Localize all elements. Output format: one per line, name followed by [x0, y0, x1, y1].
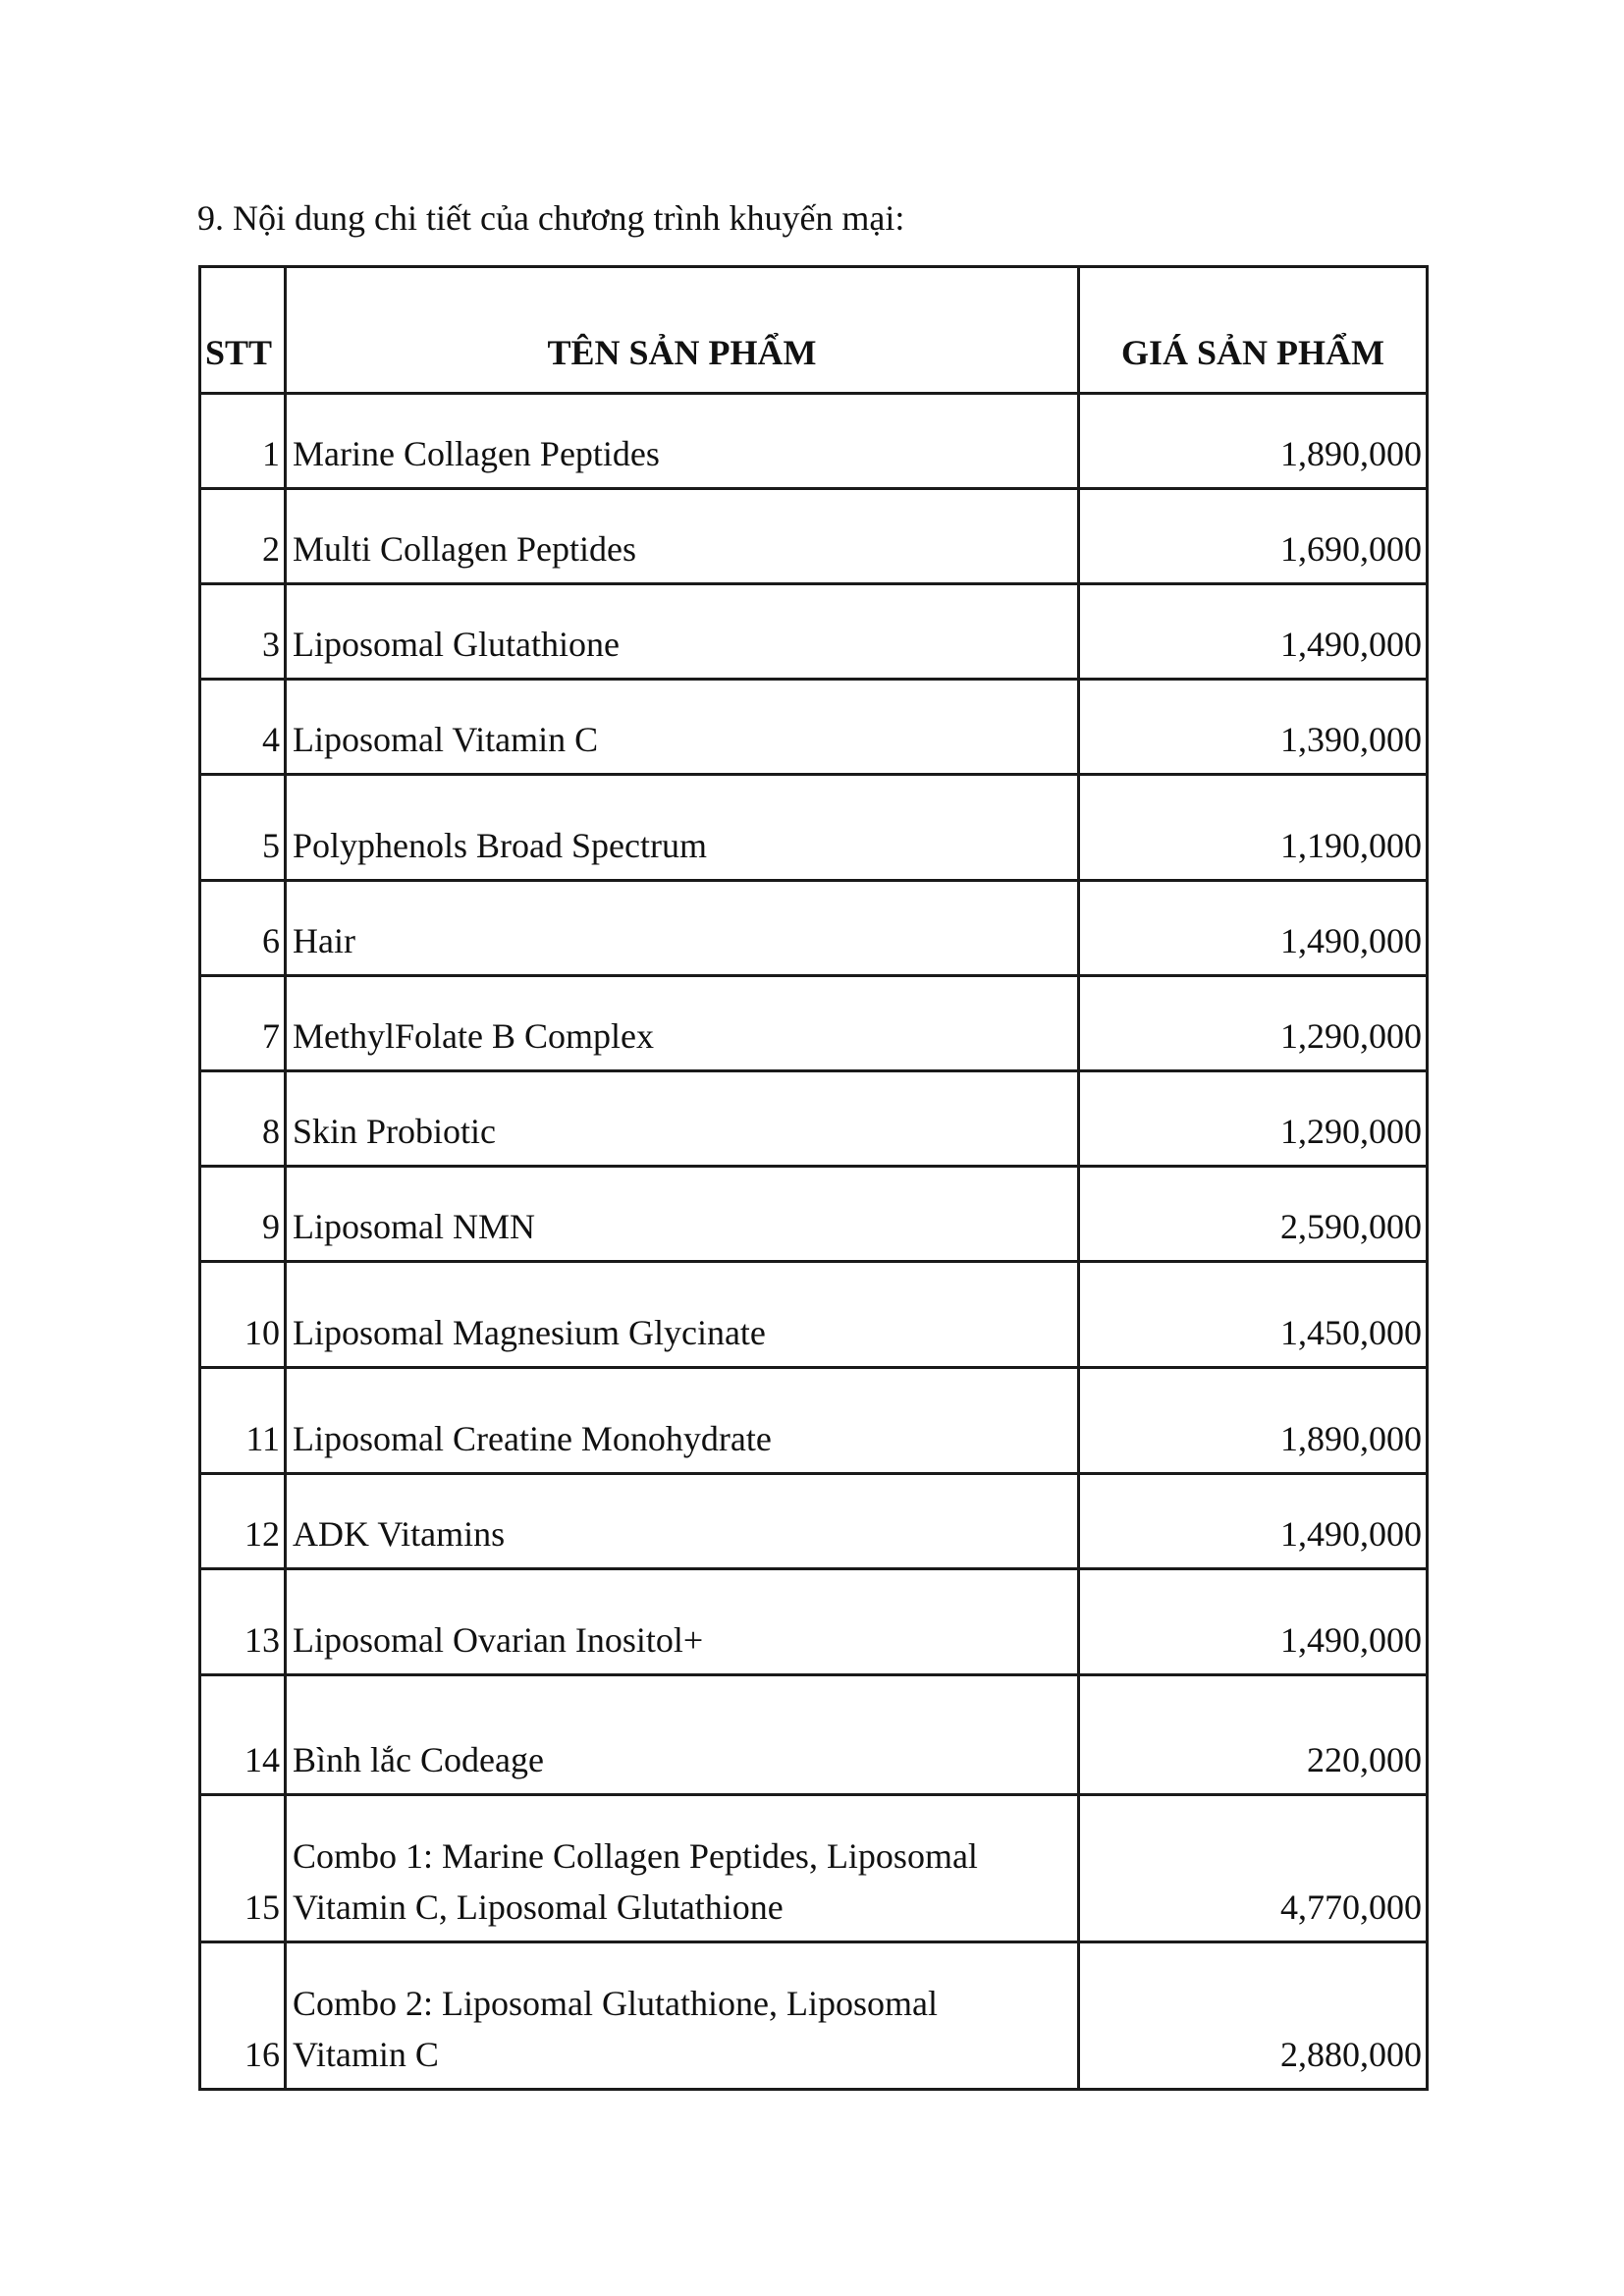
table-header-row — [200, 267, 1428, 394]
table-row — [200, 881, 1428, 976]
row-product-name: Liposomal Ovarian Inositol+ — [286, 1569, 1079, 1675]
row-product-name-line: Combo 2: Liposomal Glutathione, Liposomal — [293, 1984, 938, 2023]
row-stt: 8 — [200, 1071, 286, 1167]
row-stt: 12 — [200, 1474, 286, 1569]
table-row — [200, 1795, 1428, 1942]
table-row — [200, 394, 1428, 489]
row-product-name-line: Vitamin C, Liposomal Glutathione — [293, 1887, 784, 1927]
row-stt: 15 — [200, 1795, 286, 1942]
table-row — [200, 976, 1428, 1071]
table-row — [200, 1474, 1428, 1569]
row-product-price: 2,590,000 — [1079, 1167, 1428, 1262]
row-product-name — [286, 1795, 1079, 1942]
row-product-name: Liposomal NMN — [286, 1167, 1079, 1262]
row-stt: 13 — [200, 1569, 286, 1675]
row-stt: 14 — [200, 1675, 286, 1795]
table-row — [200, 1942, 1428, 2090]
row-product-name: Marine Collagen Peptides — [286, 394, 1079, 489]
row-product-price: 1,190,000 — [1079, 775, 1428, 881]
row-product-name: Liposomal Glutathione — [286, 584, 1079, 680]
row-product-name: Liposomal Creatine Monohydrate — [286, 1368, 1079, 1474]
row-product-price: 4,770,000 — [1079, 1795, 1428, 1942]
row-product-price: 1,490,000 — [1079, 584, 1428, 680]
row-stt: 6 — [200, 881, 286, 976]
row-product-price: 1,490,000 — [1079, 1569, 1428, 1675]
header-stt: STT — [200, 267, 286, 394]
table-row — [200, 680, 1428, 775]
row-stt: 10 — [200, 1262, 286, 1368]
row-stt: 11 — [200, 1368, 286, 1474]
row-product-price: 2,880,000 — [1079, 1942, 1428, 2090]
table-row — [200, 1368, 1428, 1474]
row-product-name-line: Combo 1: Marine Collagen Peptides, Liposomal — [293, 1836, 978, 1876]
product-price-table — [198, 265, 1429, 2091]
row-product-price: 1,390,000 — [1079, 680, 1428, 775]
row-product-name: Hair — [286, 881, 1079, 976]
header-product-price: GIÁ SẢN PHẨM — [1079, 267, 1428, 394]
table-row — [200, 1071, 1428, 1167]
row-product-price: 1,290,000 — [1079, 1071, 1428, 1167]
row-stt: 9 — [200, 1167, 286, 1262]
section-heading: 9. Nội dung chi tiết của chương trình khuyến mại: — [197, 198, 905, 238]
row-stt: 1 — [200, 394, 286, 489]
row-product-name: Bình lắc Codeage — [286, 1675, 1079, 1795]
row-product-name: Liposomal Magnesium Glycinate — [286, 1262, 1079, 1368]
row-product-name: Liposomal Vitamin C — [286, 680, 1079, 775]
row-product-name: ADK Vitamins — [286, 1474, 1079, 1569]
table-row — [200, 1675, 1428, 1795]
table-row — [200, 489, 1428, 584]
row-product-price: 220,000 — [1079, 1675, 1428, 1795]
row-product-price: 1,690,000 — [1079, 489, 1428, 584]
table-row — [200, 775, 1428, 881]
table-row — [200, 1167, 1428, 1262]
row-stt: 3 — [200, 584, 286, 680]
table-row — [200, 584, 1428, 680]
table-row — [200, 1262, 1428, 1368]
row-product-name: Polyphenols Broad Spectrum — [286, 775, 1079, 881]
row-product-name: Multi Collagen Peptides — [286, 489, 1079, 584]
row-product-name — [286, 1942, 1079, 2090]
row-product-price: 1,890,000 — [1079, 1368, 1428, 1474]
row-stt: 7 — [200, 976, 286, 1071]
row-product-price: 1,290,000 — [1079, 976, 1428, 1071]
row-stt: 2 — [200, 489, 286, 584]
table-row — [200, 1569, 1428, 1675]
header-product-name: TÊN SẢN PHẨM — [286, 267, 1079, 394]
row-product-name-line: Vitamin C — [293, 2035, 439, 2074]
row-stt: 4 — [200, 680, 286, 775]
row-stt: 5 — [200, 775, 286, 881]
row-product-price: 1,490,000 — [1079, 1474, 1428, 1569]
row-product-price: 1,890,000 — [1079, 394, 1428, 489]
row-product-name: Skin Probiotic — [286, 1071, 1079, 1167]
row-product-name: MethylFolate B Complex — [286, 976, 1079, 1071]
row-product-price: 1,450,000 — [1079, 1262, 1428, 1368]
row-product-price: 1,490,000 — [1079, 881, 1428, 976]
row-stt: 16 — [200, 1942, 286, 2090]
